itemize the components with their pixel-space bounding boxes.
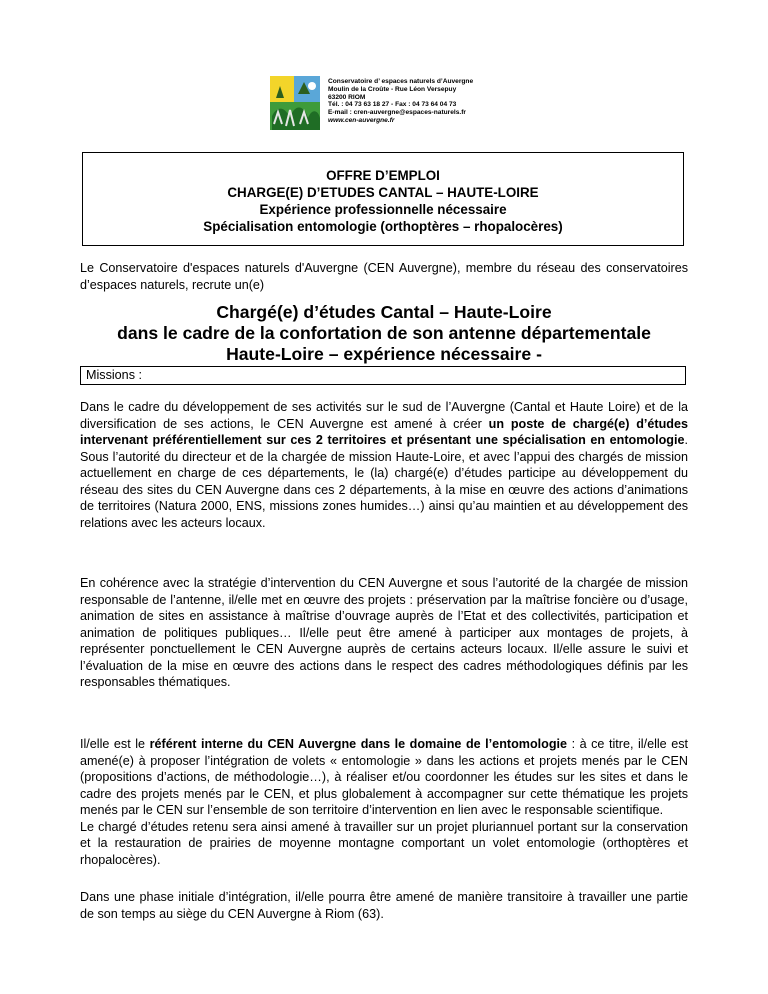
letterhead (268, 74, 568, 134)
headline-line-2: dans le cadre de la confortation de son antenne départementale (117, 323, 651, 343)
address-line-1: Moulin de la Croûte - Rue Léon Versepuy (328, 85, 457, 93)
cen-auvergne-logo (268, 74, 322, 132)
job-offer-title-box (82, 152, 684, 246)
p3-bold-text: référent interne du CEN Auvergne dans le domaine de l’entomologie (149, 737, 568, 751)
address-line-2: 63200 RIOM (328, 93, 366, 101)
title-line-2: CHARGE(E) D’ETUDES CANTAL – HAUTE-LOIRE (227, 185, 539, 200)
missions-paragraph-3 (80, 736, 688, 868)
title-line-4: Spécialisation entomologie (orthoptères – rhopalocères) (203, 219, 563, 234)
p3-text-d: Le chargé d’études retenu sera ainsi amené à travailler sur un projet pluriannuel portant sur la conservation et la restauration de prairies de moyenne montagne comportant un volet entomologie (orthoptères et rhopalocères). (80, 819, 688, 867)
position-headline (80, 302, 688, 365)
email: E-mail : cren-auvergne@espaces-naturels.fr (328, 109, 466, 117)
headline-line-3: Haute-Loire – expérience nécessaire - (226, 344, 542, 364)
headline-line-1: Chargé(e) d’études Cantal – Haute-Loire (216, 302, 552, 322)
phone-fax: Tél. : 04 73 63 18 27 - Fax : 04 73 64 04 73 (328, 101, 457, 109)
p1-text-a: Dans le cadre du développement de ses activités sur le sud de l’Auvergne (Cantal et Haute Loire) et de la diversification de ses actions, le CEN Auvergne est amené à créer (80, 400, 688, 431)
letterhead-text (328, 78, 473, 125)
title-line-1: OFFRE D’EMPLOI (326, 168, 440, 183)
p3-text-c: : à ce titre, il/elle est amené(e) à proposer l’intégration de volets « entomologie » dans les actions et projets menés par le CEN (propositions d’actions, de méthodologie…), à réaliser et/ou coordonner les études sur les sites et dans le cadre des projets menés par le CEN, et plus globalement à accompagner sur cette thématique les projets menés par le CEN sur l’ensemble de son territoire d’intervention en lien avec le responsable scientifique. (80, 737, 689, 817)
p3-text-a: Il/elle est le (80, 737, 150, 751)
website-link[interactable]: www.cen-auvergne.fr (328, 116, 395, 124)
org-name: Conservatoire d’ espaces naturels d’Auvergne (328, 78, 474, 85)
missions-paragraph-4: Dans une phase initiale d’intégration, il/elle pourra être amené de manière transitoire à travailler une partie de son temps au siège du CEN Auvergne à Riom (63). (80, 890, 688, 921)
title-line-3: Expérience professionnelle nécessaire (259, 202, 507, 217)
missions-paragraph-1 (80, 399, 688, 531)
missions-paragraph-2: En cohérence avec la stratégie d’intervention du CEN Auvergne et sous l’autorité de la chargée de mission responsable de l’antenne, il/elle met en œuvre des projets : préservation par la maîtrise foncière ou d’usage, animation de sites en assistance à maîtrise d’ouvrage auprès de l’Etat et des collectivités, participation et animation de politiques publiques… Il/elle peut être amené à participer aux montages de projets, à représenter ponctuellement le CEN Auvergne auprès de certains acteurs locaux. Il/elle assure le suivi et l’évaluation de la mise en œuvre des actions dans le respect des cadres méthodologiques définis par les responsables thématiques. (80, 576, 688, 689)
intro-paragraph: Le Conservatoire d'espaces naturels d'Auvergne (CEN Auvergne), membre du réseau des conservatoires d’espaces naturels, recrute un(e) (80, 261, 688, 292)
p1-bold-text: un poste de chargé(e) d’études intervenant préférentiellement sur ces 2 territoires et présentant une spécialisation en entomologie (80, 416, 688, 447)
missions-section-header: Missions : (80, 366, 686, 385)
p1-text-c: . Sous l’autorité du directeur et de la chargée de mission Haute-Loire, et avec l’appui des chargés de mission actuellement en charge de ces départements, le (la) chargé(e) d’études participe au développement du réseau des sites du CEN Auvergne dans ces 2 départements, à la mise en œuvre des actions d’animations de territoires (Natura 2000, ENS, missions zones humides…) ainsi qu’au maintien et au développement des relations avec les acteurs locaux. (80, 433, 688, 530)
